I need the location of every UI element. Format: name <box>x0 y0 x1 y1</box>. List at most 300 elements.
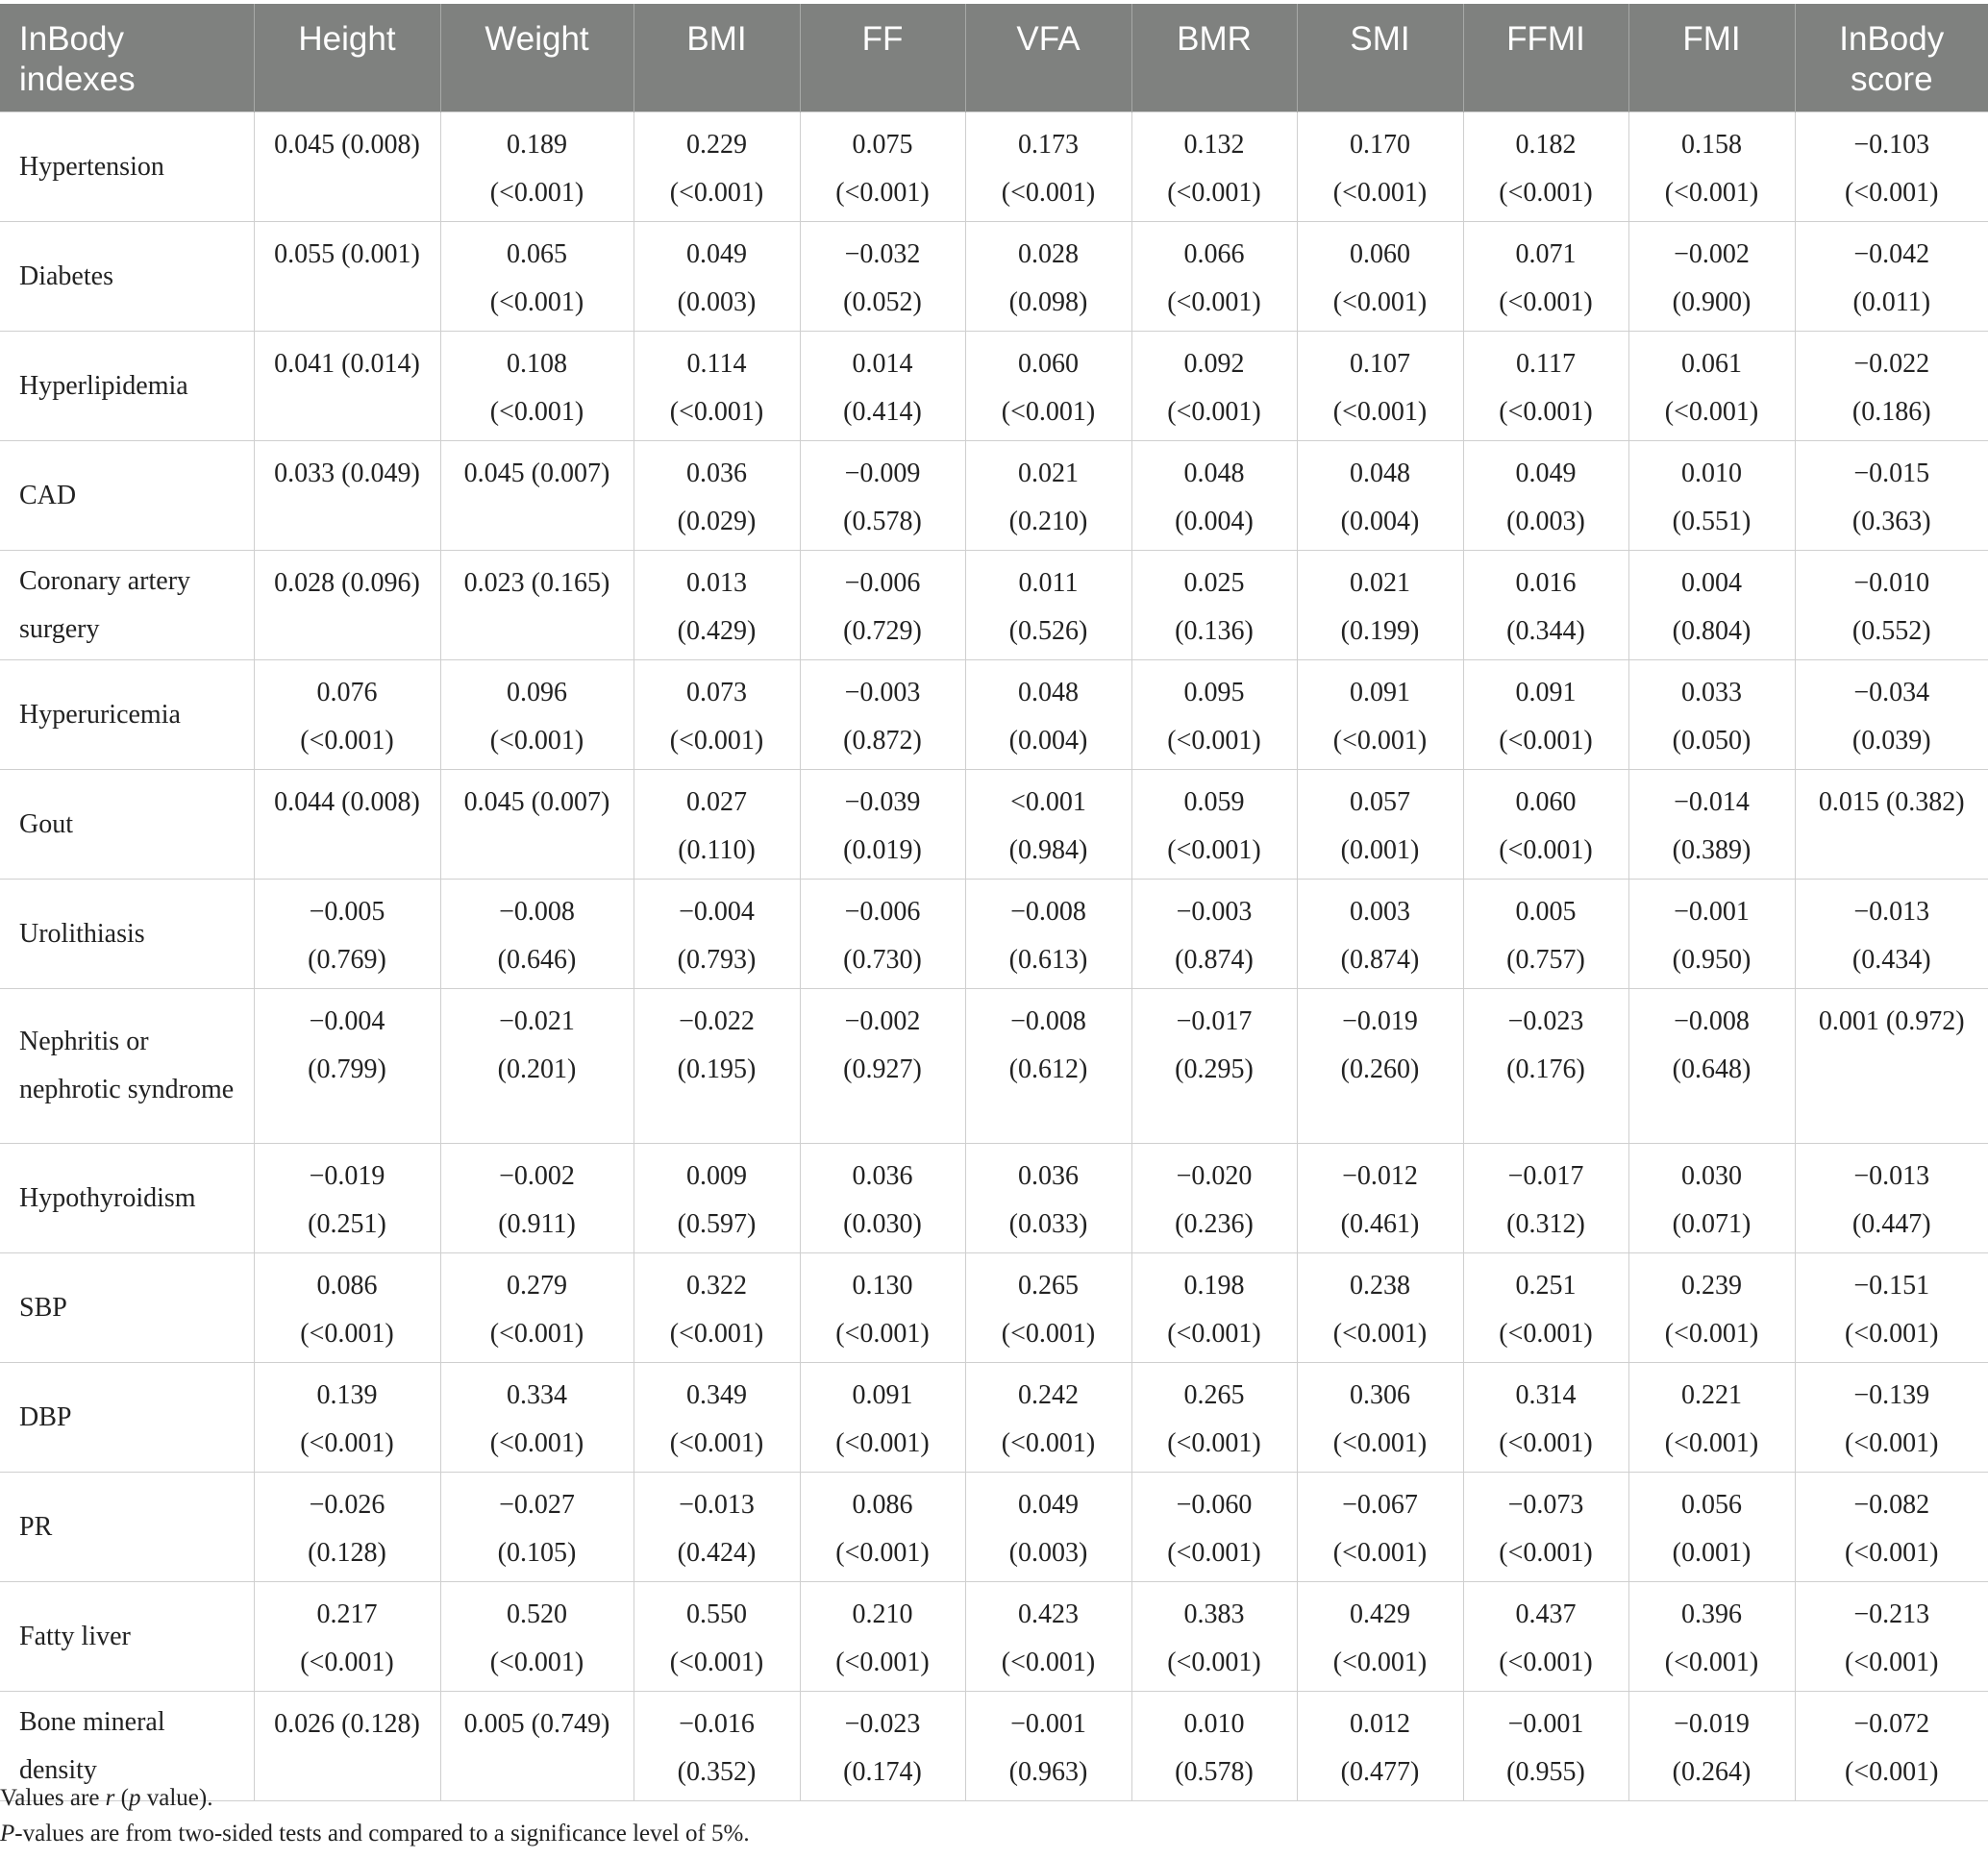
cell-value: 0.026 (0.128) <box>274 1709 420 1739</box>
cell-pvalue: (0.597) <box>677 1209 757 1239</box>
column-header: VFA <box>965 4 1131 112</box>
table-cell <box>634 989 800 1144</box>
cell-pvalue: (0.551) <box>1672 507 1752 536</box>
column-header: BMR <box>1131 4 1297 112</box>
cell-pvalue: (<0.001) <box>669 397 764 427</box>
cell-value: 0.060 <box>1515 787 1577 817</box>
cell-pvalue: (0.927) <box>843 1054 922 1084</box>
cell-value: 0.010 <box>1183 1709 1245 1739</box>
cell-pvalue: (<0.001) <box>835 1428 930 1458</box>
cell-pvalue: (0.001) <box>1340 835 1420 865</box>
footnote-text: -values are from two-sided tests and compared to a significance level of 5%. <box>14 1821 750 1847</box>
cell-pvalue: (<0.001) <box>1664 1648 1759 1677</box>
cell-value: −0.039 <box>844 787 921 817</box>
cell-pvalue: (0.236) <box>1175 1209 1254 1239</box>
cell-pvalue: (<0.001) <box>489 1648 584 1677</box>
table-cell <box>1628 1253 1795 1363</box>
cell-value: −0.013 <box>679 1490 755 1520</box>
table-cell <box>1463 1144 1628 1253</box>
table-cell <box>1795 989 1988 1144</box>
cell-value: −0.006 <box>844 568 921 598</box>
cell-value: 0.251 <box>1515 1271 1577 1301</box>
cell-value: 0.021 <box>1350 568 1410 598</box>
cell-pvalue: (<0.001) <box>1499 726 1593 756</box>
cell-value: −0.213 <box>1853 1599 1930 1629</box>
cell-pvalue: (<0.001) <box>1332 178 1428 208</box>
cell-value: −0.015 <box>1853 459 1930 488</box>
cell-value: −0.026 <box>309 1490 385 1520</box>
cell-pvalue: (0.461) <box>1340 1209 1420 1239</box>
cell-value: 0.049 <box>1018 1490 1079 1520</box>
cell-value: 0.028 <box>1018 239 1079 269</box>
cell-value: −0.020 <box>1176 1161 1253 1191</box>
table-cell <box>1131 1473 1297 1582</box>
table-cell <box>634 551 800 660</box>
cell-pvalue: (0.004) <box>1340 507 1420 536</box>
cell-value: 0.107 <box>1350 349 1410 379</box>
cell-pvalue: (<0.001) <box>1001 1428 1096 1458</box>
cell-pvalue: (0.900) <box>1672 287 1752 317</box>
table-cell <box>1131 770 1297 880</box>
cell-value: 0.016 <box>1515 568 1577 598</box>
cell-value: 0.221 <box>1681 1380 1742 1410</box>
cell-value: −0.001 <box>1010 1709 1086 1739</box>
table-cell <box>1131 551 1297 660</box>
cell-pvalue: (0.110) <box>678 835 756 865</box>
table-cell <box>1297 989 1463 1144</box>
cell-value: 0.005 (0.749) <box>463 1709 610 1739</box>
cell-value: 0.086 <box>316 1271 378 1301</box>
cell-value: 0.108 <box>507 349 567 379</box>
cell-value: −0.151 <box>1853 1271 1930 1301</box>
cell-pvalue: (<0.001) <box>1664 1428 1759 1458</box>
table-cell <box>1131 1363 1297 1473</box>
cell-pvalue: (0.029) <box>677 507 757 536</box>
table-row <box>0 989 1988 1144</box>
row-label: Fatty liver <box>0 1582 254 1692</box>
cell-value: −0.009 <box>844 459 921 488</box>
row-label: Coronary artery surgery <box>0 551 254 660</box>
table-header <box>0 4 1988 112</box>
cell-value: 0.066 <box>1183 239 1245 269</box>
cell-value: 0.012 <box>1350 1709 1410 1739</box>
table-cell <box>440 1363 634 1473</box>
table-cell <box>800 770 965 880</box>
cell-pvalue: (0.312) <box>1506 1209 1585 1239</box>
cell-value: 0.189 <box>507 130 567 160</box>
footnote-italic-p: p <box>128 1785 141 1811</box>
cell-value: 0.033 (0.049) <box>274 459 420 488</box>
table-cell <box>800 1473 965 1582</box>
cell-pvalue: (0.295) <box>1175 1054 1254 1084</box>
correlation-table <box>0 4 1988 1801</box>
cell-value: 0.265 <box>1183 1380 1245 1410</box>
table-cell <box>1463 222 1628 332</box>
table-cell <box>1628 1363 1795 1473</box>
cell-pvalue: (0.128) <box>308 1538 386 1568</box>
cell-value: 0.210 <box>852 1599 913 1629</box>
table-cell <box>1628 441 1795 551</box>
cell-value: −0.072 <box>1853 1709 1930 1739</box>
footnote-text: value). <box>140 1785 213 1811</box>
table-cell <box>254 222 440 332</box>
cell-value: −0.019 <box>1342 1006 1418 1036</box>
table-cell <box>1297 660 1463 770</box>
table-cell <box>965 332 1131 441</box>
cell-pvalue: (0.039) <box>1851 726 1931 756</box>
cell-pvalue: (0.195) <box>677 1054 757 1084</box>
cell-pvalue: (0.730) <box>843 945 922 975</box>
footnote-italic-r: r <box>105 1785 115 1811</box>
cell-value: −0.014 <box>1674 787 1750 817</box>
table-cell <box>254 551 440 660</box>
cell-value: −0.042 <box>1853 239 1930 269</box>
cell-value: −0.004 <box>679 897 755 927</box>
table-cell <box>254 770 440 880</box>
cell-value: −0.001 <box>1674 897 1750 927</box>
table-row <box>0 1363 1988 1473</box>
cell-value: 0.055 (0.001) <box>274 239 420 269</box>
cell-pvalue: (0.050) <box>1672 726 1752 756</box>
cell-value: 0.033 <box>1681 678 1742 707</box>
table-cell <box>1463 332 1628 441</box>
table-cell <box>965 989 1131 1144</box>
cell-value: 0.217 <box>316 1599 378 1629</box>
cell-value: 0.520 <box>507 1599 567 1629</box>
cell-pvalue: (<0.001) <box>1332 1428 1428 1458</box>
cell-pvalue: (<0.001) <box>669 726 764 756</box>
cell-pvalue: (0.003) <box>1008 1538 1088 1568</box>
footnote-text: Values are <box>0 1785 106 1811</box>
cell-pvalue: (<0.001) <box>1499 1319 1593 1349</box>
table-cell <box>800 1582 965 1692</box>
table-cell <box>440 551 634 660</box>
cell-pvalue: (<0.001) <box>489 397 584 427</box>
table-cell <box>1297 1582 1463 1692</box>
cell-pvalue: (<0.001) <box>489 1428 584 1458</box>
cell-pvalue: (<0.001) <box>835 1538 930 1568</box>
table-cell <box>634 1473 800 1582</box>
cell-value: 0.057 <box>1350 787 1410 817</box>
table-cell <box>965 770 1131 880</box>
row-label: Hypertension <box>0 112 254 222</box>
cell-value: 0.096 <box>507 678 567 707</box>
table-row <box>0 770 1988 880</box>
cell-value: 0.028 (0.096) <box>274 568 420 598</box>
table-cell <box>254 1363 440 1473</box>
table-cell <box>254 880 440 989</box>
table-cell <box>800 1144 965 1253</box>
cell-pvalue: (<0.001) <box>1001 178 1096 208</box>
cell-pvalue: (0.251) <box>308 1209 386 1239</box>
cell-pvalue: (<0.001) <box>1332 726 1428 756</box>
footnote-values <box>0 1780 1988 1816</box>
cell-value: −0.060 <box>1176 1490 1253 1520</box>
table-cell <box>254 1253 440 1363</box>
cell-pvalue: (0.526) <box>1008 616 1088 646</box>
table-cell <box>254 1582 440 1692</box>
cell-value: −0.010 <box>1853 568 1930 598</box>
cell-pvalue: (<0.001) <box>1001 1319 1096 1349</box>
table-cell <box>1795 112 1988 222</box>
cell-pvalue: (0.578) <box>843 507 922 536</box>
table-cell <box>965 112 1131 222</box>
cell-value: −0.013 <box>1853 1161 1930 1191</box>
cell-pvalue: (<0.001) <box>1332 1648 1428 1677</box>
table-cell <box>1795 551 1988 660</box>
cell-pvalue: (<0.001) <box>1332 1319 1428 1349</box>
cell-pvalue: (<0.001) <box>1499 178 1593 208</box>
column-header: SMI <box>1297 4 1463 112</box>
cell-pvalue: (0.052) <box>843 287 922 317</box>
table-row <box>0 112 1988 222</box>
cell-value: 0.279 <box>507 1271 567 1301</box>
cell-value: −0.022 <box>1853 349 1930 379</box>
table-cell <box>1463 1473 1628 1582</box>
cell-value: −0.021 <box>499 1006 575 1036</box>
table-cell <box>1131 112 1297 222</box>
cell-pvalue: (<0.001) <box>1499 1648 1593 1677</box>
cell-value: 0.132 <box>1183 130 1245 160</box>
cell-value: 0.041 (0.014) <box>274 349 420 379</box>
cell-value: 0.242 <box>1018 1380 1079 1410</box>
table-cell <box>965 1582 1131 1692</box>
cell-pvalue: (<0.001) <box>300 726 394 756</box>
cell-pvalue: (<0.001) <box>300 1319 394 1349</box>
table-cell <box>800 332 965 441</box>
table-cell <box>634 1582 800 1692</box>
cell-pvalue: (0.136) <box>1175 616 1254 646</box>
cell-pvalue: (0.613) <box>1008 945 1088 975</box>
cell-value: 0.013 <box>686 568 747 598</box>
cell-pvalue: (0.793) <box>677 945 757 975</box>
table-cell <box>1131 1253 1297 1363</box>
table-cell <box>440 1582 634 1692</box>
cell-pvalue: (<0.001) <box>1167 1428 1261 1458</box>
cell-pvalue: (0.955) <box>1506 1757 1585 1787</box>
cell-value: 0.170 <box>1350 130 1410 160</box>
table-cell <box>1795 660 1988 770</box>
cell-value: 0.059 <box>1183 787 1245 817</box>
cell-value: −0.004 <box>309 1006 385 1036</box>
table-cell <box>440 332 634 441</box>
cell-pvalue: (<0.001) <box>1167 178 1261 208</box>
table-cell <box>634 660 800 770</box>
cell-value: 0.011 <box>1018 568 1079 598</box>
cell-value: 0.314 <box>1515 1380 1577 1410</box>
cell-value: 0.049 <box>686 239 747 269</box>
cell-value: 0.015 (0.382) <box>1818 787 1965 817</box>
table-cell <box>440 880 634 989</box>
cell-pvalue: (0.019) <box>843 835 922 865</box>
table-cell <box>440 441 634 551</box>
cell-value: 0.045 (0.008) <box>274 130 420 160</box>
cell-pvalue: (<0.001) <box>489 1319 584 1349</box>
cell-pvalue: (0.874) <box>1340 945 1420 975</box>
cell-pvalue: (<0.001) <box>835 178 930 208</box>
cell-pvalue: (0.424) <box>677 1538 757 1568</box>
table-cell <box>440 1144 634 1253</box>
cell-pvalue: (0.769) <box>308 945 386 975</box>
table-cell <box>965 551 1131 660</box>
row-label: PR <box>0 1473 254 1582</box>
cell-pvalue: (0.201) <box>497 1054 577 1084</box>
column-header: FF <box>800 4 965 112</box>
cell-pvalue: (0.874) <box>1175 945 1254 975</box>
cell-pvalue: (<0.001) <box>1167 835 1261 865</box>
table-cell <box>440 1253 634 1363</box>
cell-value: −0.017 <box>1507 1161 1584 1191</box>
cell-value: 0.383 <box>1183 1599 1245 1629</box>
cell-value: −0.019 <box>1674 1709 1750 1739</box>
cell-pvalue: (<0.001) <box>1499 397 1593 427</box>
table-cell <box>800 222 965 332</box>
cell-pvalue: (0.186) <box>1851 397 1931 427</box>
table-cell <box>634 222 800 332</box>
table-cell <box>1628 1144 1795 1253</box>
cell-pvalue: (0.264) <box>1672 1757 1752 1787</box>
cell-value: 0.182 <box>1515 130 1577 160</box>
cell-pvalue: (0.344) <box>1506 616 1585 646</box>
table-cell <box>1628 660 1795 770</box>
cell-value: −0.002 <box>1674 239 1750 269</box>
cell-value: 0.009 <box>686 1161 747 1191</box>
cell-pvalue: (<0.001) <box>1332 1538 1428 1568</box>
cell-value: −0.067 <box>1342 1490 1418 1520</box>
table-row <box>0 551 1988 660</box>
cell-pvalue: (0.389) <box>1672 835 1752 865</box>
cell-value: 0.049 <box>1515 459 1577 488</box>
cell-pvalue: (0.646) <box>497 945 577 975</box>
cell-value: 0.139 <box>316 1380 378 1410</box>
cell-pvalue: (<0.001) <box>1167 1648 1261 1677</box>
footnote-text: ( <box>114 1785 129 1811</box>
cell-pvalue: (<0.001) <box>1167 397 1261 427</box>
table-cell <box>254 1144 440 1253</box>
table-cell <box>1628 112 1795 222</box>
cell-pvalue: (<0.001) <box>1499 1428 1593 1458</box>
table-cell <box>1463 660 1628 770</box>
cell-value: −0.139 <box>1853 1380 1930 1410</box>
cell-value: 0.030 <box>1681 1161 1742 1191</box>
table-cell <box>965 660 1131 770</box>
cell-value: 0.550 <box>686 1599 747 1629</box>
cell-value: 0.048 <box>1018 678 1079 707</box>
cell-value: 0.003 <box>1350 897 1410 927</box>
table-cell <box>1628 332 1795 441</box>
table-row <box>0 880 1988 989</box>
cell-pvalue: (0.174) <box>843 1757 922 1787</box>
table-cell <box>254 660 440 770</box>
table-cell <box>1795 1582 1988 1692</box>
cell-pvalue: (<0.001) <box>1845 1428 1939 1458</box>
table-cell <box>965 1473 1131 1582</box>
table-cell <box>1795 1473 1988 1582</box>
table-cell <box>634 441 800 551</box>
table-cell <box>1795 770 1988 880</box>
cell-value: −0.032 <box>844 239 921 269</box>
cell-pvalue: (<0.001) <box>300 1648 394 1677</box>
table-row <box>0 660 1988 770</box>
cell-pvalue: (0.963) <box>1008 1757 1088 1787</box>
cell-pvalue: (0.911) <box>498 1209 576 1239</box>
cell-value: −0.001 <box>1507 1709 1584 1739</box>
table-cell <box>440 222 634 332</box>
cell-value: 0.086 <box>852 1490 913 1520</box>
cell-pvalue: (0.210) <box>1008 507 1088 536</box>
cell-value: 0.036 <box>852 1161 913 1191</box>
cell-value: −0.013 <box>1853 897 1930 927</box>
cell-value: 0.045 (0.007) <box>463 787 610 817</box>
cell-pvalue: (<0.001) <box>1845 178 1939 208</box>
table-row <box>0 1473 1988 1582</box>
cell-pvalue: (<0.001) <box>300 1428 394 1458</box>
cell-pvalue: (<0.001) <box>489 287 584 317</box>
cell-value: <0.001 <box>1010 787 1086 817</box>
table-cell <box>965 222 1131 332</box>
cell-pvalue: (<0.001) <box>1845 1319 1939 1349</box>
table-row <box>0 222 1988 332</box>
table-cell <box>965 880 1131 989</box>
row-label: Nephritis or nephrotic syndrome <box>0 989 254 1144</box>
cell-pvalue: (0.033) <box>1008 1209 1088 1239</box>
table-cell <box>800 1363 965 1473</box>
table-cell <box>800 112 965 222</box>
cell-value: 0.021 <box>1018 459 1079 488</box>
table-cell <box>800 1253 965 1363</box>
table-cell <box>800 441 965 551</box>
cell-value: 0.036 <box>1018 1161 1079 1191</box>
cell-value: −0.103 <box>1853 130 1930 160</box>
cell-value: −0.008 <box>1674 1006 1750 1036</box>
footnote-pvalues <box>0 1816 1988 1851</box>
table-cell <box>1297 222 1463 332</box>
cell-pvalue: (<0.001) <box>1001 1648 1096 1677</box>
cell-value: 0.071 <box>1515 239 1577 269</box>
table-cell <box>1795 1144 1988 1253</box>
cell-value: 0.158 <box>1681 130 1742 160</box>
cell-pvalue: (<0.001) <box>1332 397 1428 427</box>
row-label: Hyperlipidemia <box>0 332 254 441</box>
column-header: Weight <box>440 4 634 112</box>
cell-value: −0.008 <box>499 897 575 927</box>
cell-value: −0.008 <box>1010 1006 1086 1036</box>
cell-value: 0.075 <box>852 130 913 160</box>
table-cell <box>634 1253 800 1363</box>
cell-value: −0.003 <box>1176 897 1253 927</box>
cell-value: −0.002 <box>499 1161 575 1191</box>
cell-pvalue: (0.176) <box>1506 1054 1585 1084</box>
row-label: Hypothyroidism <box>0 1144 254 1253</box>
cell-value: −0.002 <box>844 1006 921 1036</box>
cell-value: 0.044 (0.008) <box>274 787 420 817</box>
table-cell <box>254 1473 440 1582</box>
cell-value: −0.027 <box>499 1490 575 1520</box>
table-cell <box>634 770 800 880</box>
cell-pvalue: (0.477) <box>1340 1757 1420 1787</box>
table-cell <box>1628 551 1795 660</box>
column-header: FMI <box>1628 4 1795 112</box>
table-cell <box>1795 1363 1988 1473</box>
table-cell <box>1463 1253 1628 1363</box>
cell-value: 0.198 <box>1183 1271 1245 1301</box>
cell-pvalue: (0.429) <box>677 616 757 646</box>
cell-pvalue: (0.030) <box>843 1209 922 1239</box>
cell-value: 0.396 <box>1681 1599 1742 1629</box>
table-cell <box>1795 332 1988 441</box>
cell-value: 0.048 <box>1350 459 1410 488</box>
cell-pvalue: (0.434) <box>1851 945 1931 975</box>
